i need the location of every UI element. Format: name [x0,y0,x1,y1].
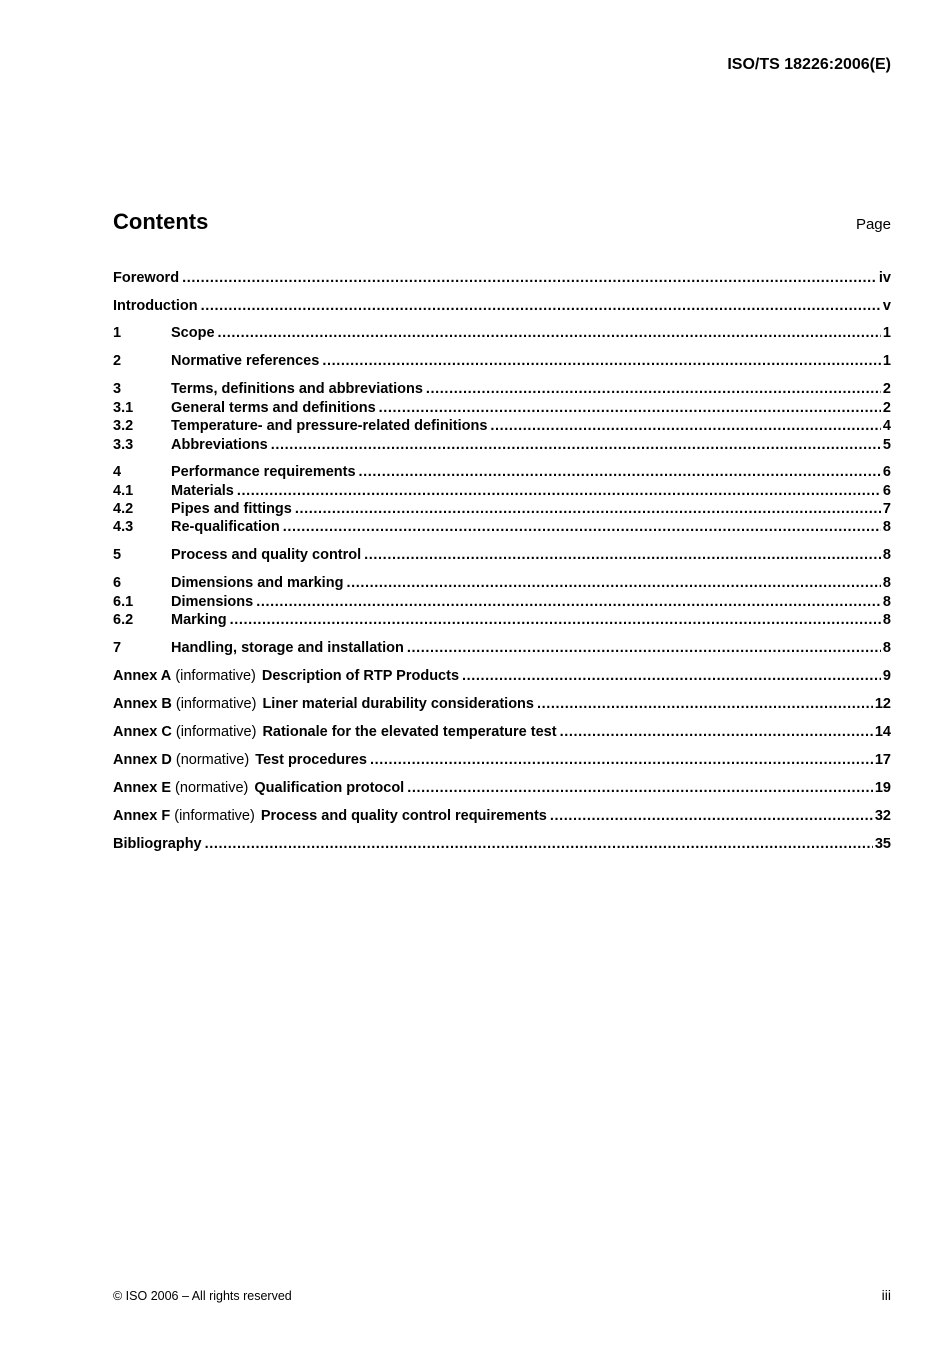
toc-entry-4-2[interactable] [113,501,891,519]
leader-dots [359,464,881,480]
annex-type: (informative) [175,668,256,684]
toc-entry-7[interactable] [113,640,891,658]
toc-entry-title: Process and quality control requirements [260,808,547,824]
leader-dots [230,612,881,628]
toc-entry-page: 35 [874,836,891,852]
toc-entry-number: 2 [113,353,122,369]
toc-entry-page: 6 [882,464,891,480]
toc-entry-title: Materials [171,483,234,499]
leader-dots [283,519,881,535]
toc-entry-title: Process and quality control [171,547,362,563]
toc-entry-number: 4.3 [113,519,134,535]
toc-entry-title: Pipes and fittings [171,501,292,517]
leader-dots [537,696,873,712]
toc-entry-number: 6 [113,575,122,591]
leader-dots [560,724,873,740]
leader-dots [364,547,881,563]
annex-label: Annex A [113,668,172,684]
toc-entry-page: iv [878,270,891,286]
toc-entry-4-3[interactable] [113,519,891,537]
toc-entry-1[interactable] [113,325,891,343]
annex-type: (informative) [175,724,257,740]
toc-entry-number: 7 [113,640,122,656]
annex-type: (normative) [175,752,250,768]
toc-entry-title: Foreword [113,270,180,286]
toc-entry-annex-f[interactable] [113,808,891,826]
toc-entry-number: 1 [113,325,122,341]
page-column-label: Page [855,216,891,233]
toc-entry-page: 8 [882,612,891,628]
toc-entry-title: Introduction [113,298,198,314]
leader-dots [295,501,881,517]
toc-entry-title: Description of RTP Products [261,668,460,684]
toc-entry-page: 1 [882,353,891,369]
toc-entry-number: 5 [113,547,122,563]
toc-entry-number: 3.1 [113,400,134,416]
toc-entry-page: 8 [882,519,891,535]
toc-entry-page: 8 [882,594,891,610]
toc-entry-number: 4 [113,464,122,480]
toc-entry-bibliography[interactable] [113,836,891,854]
toc-entry-page: 6 [882,483,891,499]
toc-entry-page: 14 [874,724,891,740]
toc-entry-number: 3 [113,381,122,397]
toc-entry-title: Marking [171,612,227,628]
annex-label: Annex B [113,696,172,712]
toc-entry-page: v [882,298,891,314]
toc-entry-4-1[interactable] [113,483,891,501]
leader-dots [379,400,881,416]
toc-entry-number: 6.1 [113,594,134,610]
toc-entry-title: Rationale for the elevated temperature test [262,724,557,740]
toc-entry-5[interactable] [113,547,891,565]
leader-dots [346,575,880,591]
toc-entry-title: Bibliography [113,836,202,852]
toc-entry-page: 9 [882,668,891,684]
toc-entry-page: 19 [874,780,891,796]
toc-entry-title: General terms and definitions [171,400,376,416]
toc-entry-annex-d[interactable] [113,752,891,770]
toc-entry-page: 8 [882,575,891,591]
leader-dots [201,298,881,314]
contents-heading: Contents [113,209,209,234]
toc-entry-page: 32 [874,808,891,824]
toc-entry-3-2[interactable] [113,418,891,436]
toc-entry-introduction[interactable] [113,298,891,316]
toc-entry-title: Scope [171,325,215,341]
toc-entry-foreword[interactable] [113,270,891,288]
toc-entry-3-3[interactable] [113,437,891,455]
toc-entry-number: 3.2 [113,418,134,434]
toc-entry-page: 8 [882,640,891,656]
toc-entry-title: Terms, definitions and abbreviations [171,381,423,397]
toc-entry-annex-e[interactable] [113,780,891,798]
toc-entry-title: Abbreviations [171,437,268,453]
copyright-notice: © ISO 2006 – All rights reserved [113,1289,292,1303]
annex-label: Annex E [113,780,172,796]
toc-entry-page: 8 [882,547,891,563]
leader-dots [205,836,873,852]
toc-entry-page: 17 [874,752,891,768]
toc-entry-number: 4.2 [113,501,134,517]
annex-label: Annex D [113,752,172,768]
toc-entry-3-1[interactable] [113,400,891,418]
toc-entry-title: Dimensions [171,594,254,610]
toc-entry-page: 2 [882,381,891,397]
toc-entry-page: 1 [882,325,891,341]
toc-entry-6-1[interactable] [113,594,891,612]
leader-dots [256,594,881,610]
leader-dots [218,325,881,341]
toc-entry-annex-c[interactable] [113,724,891,742]
toc-entry-title: Dimensions and marking [171,575,344,591]
toc-entry-title: Performance requirements [171,464,356,480]
toc-entry-4[interactable] [113,464,891,482]
leader-dots [271,437,881,453]
toc-entry-page: 12 [874,696,891,712]
toc-entry-title: Qualification protocol [254,780,405,796]
toc-entry-title: Re-qualification [171,519,280,535]
annex-label: Annex C [113,724,172,740]
annex-type: (informative) [174,808,255,824]
toc-entry-title: Normative references [171,353,320,369]
toc-entry-number: 3.3 [113,437,134,453]
toc-entry-number: 4.1 [113,483,134,499]
annex-label: Annex F [113,808,171,824]
toc-entry-title: Test procedures [255,752,367,768]
toc-entry-annex-b[interactable] [113,696,891,714]
toc-entry-page: 4 [882,418,891,434]
toc-entry-6[interactable] [113,575,891,593]
leader-dots [322,353,881,369]
leader-dots [407,640,881,656]
leader-dots [550,808,873,824]
toc-entry-3[interactable] [113,381,891,399]
toc-entry-page: 5 [882,437,891,453]
toc-entry-page: 7 [882,501,891,517]
toc-entry-title: Handling, storage and installation [171,640,404,656]
toc-entry-page: 2 [882,400,891,416]
toc-entry-2[interactable] [113,353,891,371]
leader-dots [182,270,877,286]
toc-entry-title: Temperature- and pressure-related definitions [171,418,488,434]
annex-type: (informative) [175,696,257,712]
page-number: iii [881,1287,891,1303]
leader-dots [462,668,881,684]
toc-entry-annex-a[interactable] [113,668,891,686]
leader-dots [237,483,881,499]
annex-type: (normative) [175,780,249,796]
leader-dots [426,381,881,397]
leader-dots [490,418,881,434]
document-id: ISO/TS 18226:2006(E) [727,56,891,73]
toc-entry-6-2[interactable] [113,612,891,630]
toc-entry-number: 6.2 [113,612,134,628]
leader-dots [407,780,873,796]
toc-entry-title: Liner material durability considerations [262,696,534,712]
leader-dots [370,752,873,768]
